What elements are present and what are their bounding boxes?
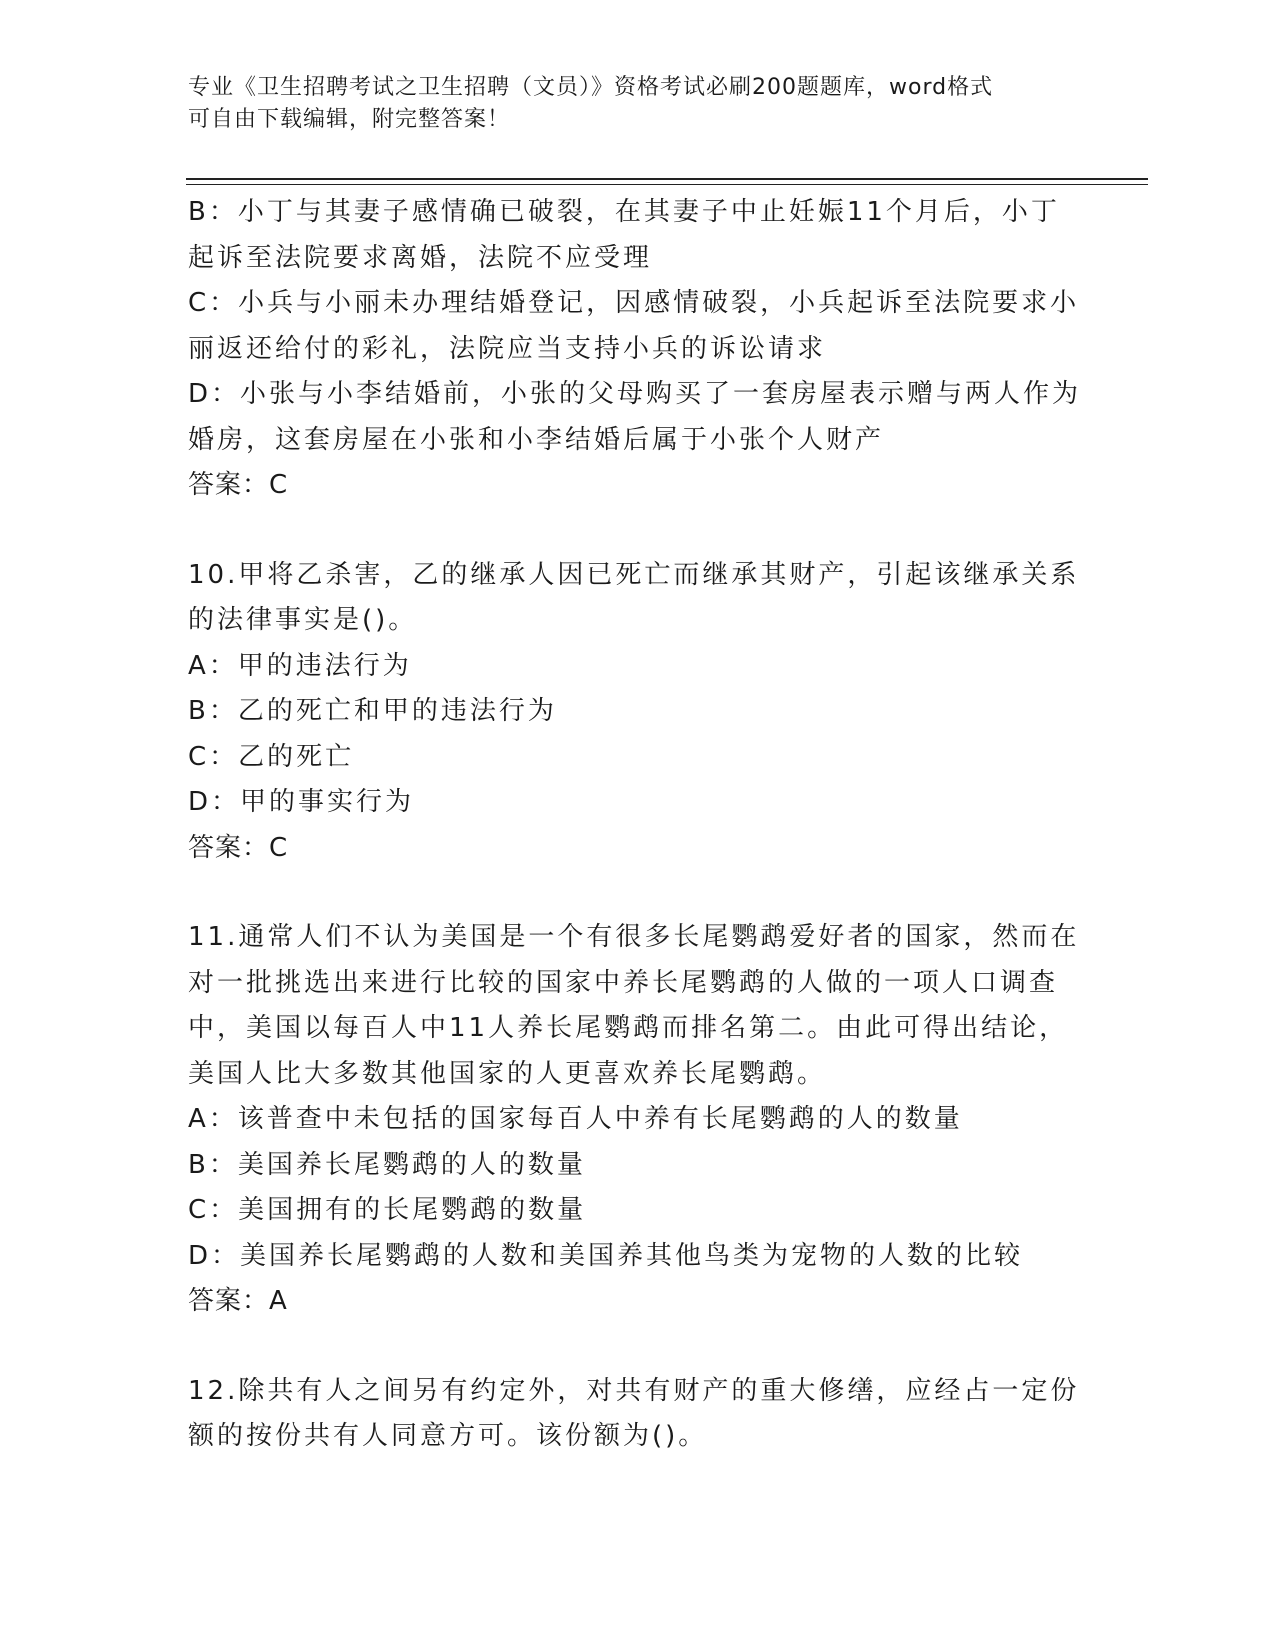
- header-divider-thick: [186, 178, 1148, 180]
- header-title-line1: 专业《卫生招聘考试之卫生招聘（文员）》资格考试必刷200题题库，word格式: [188, 75, 994, 100]
- question-9-options: [188, 190, 1188, 509]
- answer-label: 答案：C: [188, 470, 289, 500]
- option-d-line1: D：小张与小李结婚前，小张的父母购买了一套房屋表示赠与两人作为: [188, 379, 1082, 409]
- question-stem-line1: 12.除共有人之间另有约定外，对共有财产的重大修缮，应经占一定份: [188, 1375, 1080, 1406]
- option-d-line2: 婚房，这套房屋在小张和小李结婚后属于小张个人财产: [188, 424, 885, 455]
- question-stem-line1: 10.甲将乙杀害，乙的继承人因已死亡而继承其财产，引起该继承关系: [188, 559, 1080, 590]
- question-stem-line4: 美国人比大多数其他国家的人更喜欢养长尾鹦鹉。: [188, 1058, 827, 1089]
- option-a: A：该普查中未包括的国家每百人中养有长尾鹦鹉的人的数量: [188, 1104, 963, 1134]
- option-c-line1: C：小兵与小丽未办理结婚登记，因感情破裂，小兵起诉至法院要求小: [188, 288, 1080, 318]
- header-title-line2: 可自由下载编辑，附完整答案！: [188, 107, 511, 132]
- question-12: [188, 1369, 1188, 1460]
- spacer: [188, 509, 1188, 553]
- question-stem-line1: 11.通常人们不认为美国是一个有很多长尾鹦鹉爱好者的国家，然而在: [188, 922, 1080, 952]
- option-a: A：甲的违法行为: [188, 650, 412, 681]
- option-b-line1: B：小丁与其妻子感情确已破裂，在其妻子中止妊娠11个月后，小丁: [188, 197, 1060, 227]
- header-divider-thin: [186, 184, 1148, 185]
- option-b: B：美国养长尾鹦鹉的人的数量: [188, 1149, 586, 1180]
- answer-label: 答案：A: [188, 1286, 288, 1316]
- option-c-line2: 丽返还给付的彩礼，法院应当支持小兵的诉讼请求: [188, 333, 827, 364]
- question-11: [188, 915, 1188, 1325]
- option-c: C：乙的死亡: [188, 741, 355, 772]
- option-d: D：甲的事实行为: [188, 787, 415, 817]
- spacer: [188, 871, 1188, 915]
- option-c: C：美国拥有的长尾鹦鹉的数量: [188, 1195, 587, 1225]
- spacer: [188, 1325, 1188, 1369]
- question-stem-line2: 对一批挑选出来进行比较的国家中养长尾鹦鹉的人做的一项人口调查: [188, 967, 1059, 998]
- document-body: [188, 190, 1188, 1460]
- question-10: [188, 553, 1188, 872]
- question-stem-line2: 的法律事实是()。: [188, 605, 418, 635]
- page-header: [188, 72, 1088, 136]
- question-stem-line2: 额的按份共有人同意方可。该份额为()。: [188, 1421, 708, 1451]
- option-d: D：美国养长尾鹦鹉的人数和美国养其他鸟类为宠物的人数的比较: [188, 1240, 1024, 1271]
- option-b-line2: 起诉至法院要求离婚，法院不应受理: [188, 242, 653, 273]
- answer-label: 答案：C: [188, 832, 289, 863]
- question-stem-line3: 中，美国以每百人中11人养长尾鹦鹉而排名第二。由此可得出结论，: [188, 1013, 1069, 1043]
- option-b: B：乙的死亡和甲的违法行为: [188, 696, 557, 726]
